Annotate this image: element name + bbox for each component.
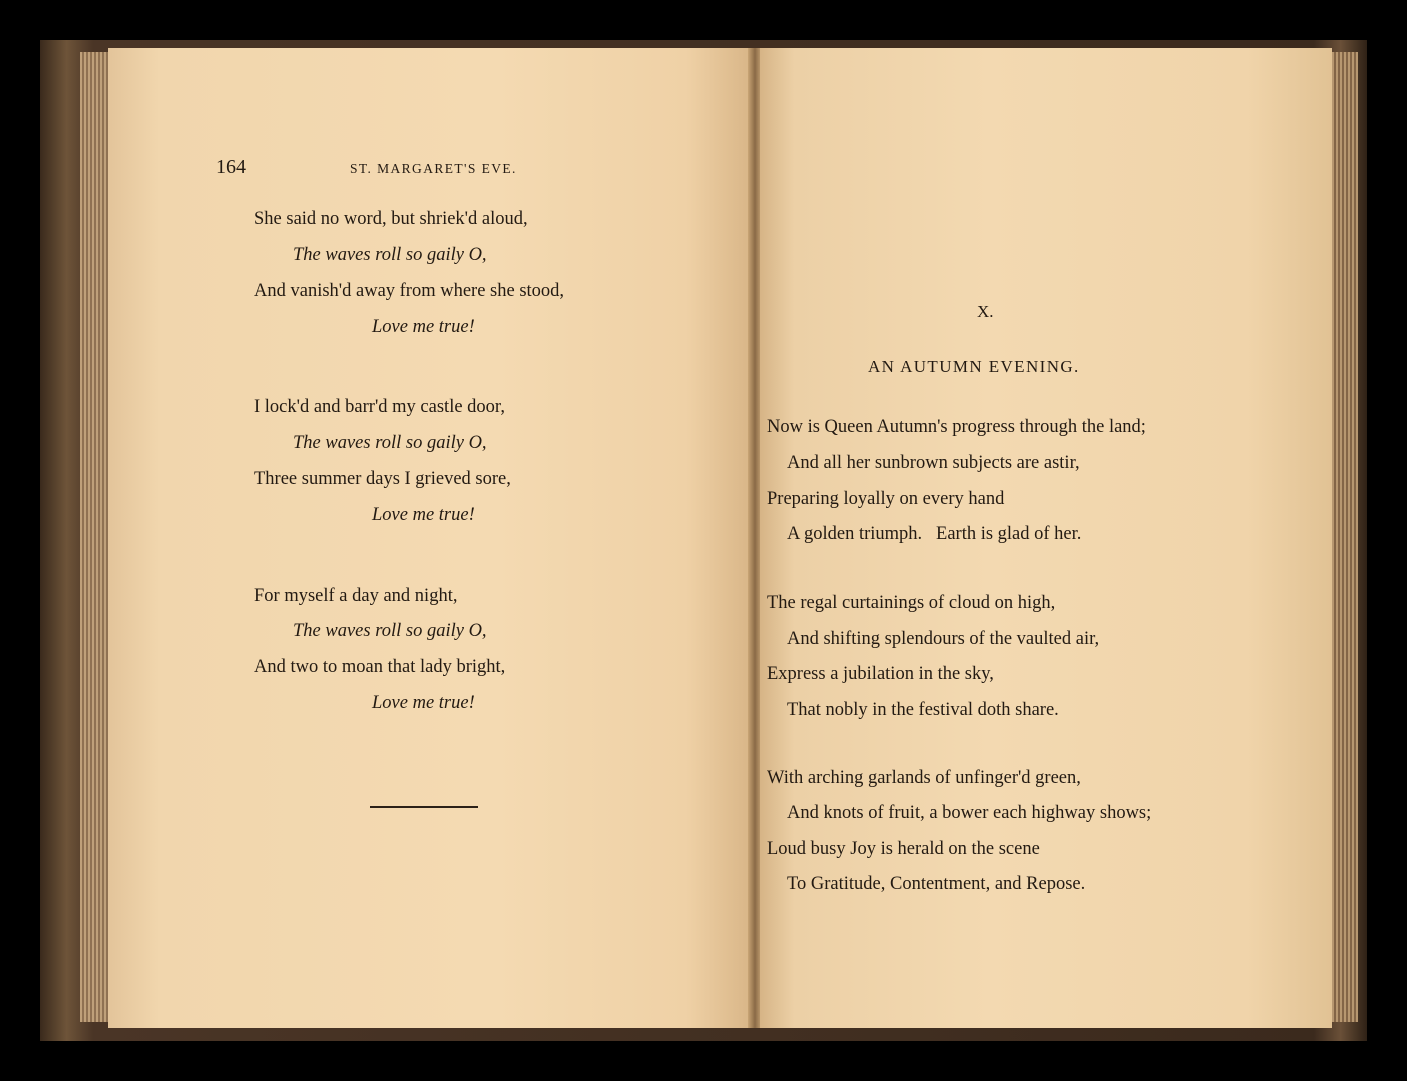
refrain-line: Love me true! [372, 693, 475, 713]
poem-line: To Gratitude, Contentment, and Repose. [787, 874, 1086, 894]
section-number: X. [977, 302, 994, 321]
poem-line: That nobly in the festival doth share. [787, 700, 1059, 720]
poem-line: And two to moan that lady bright, [254, 657, 506, 677]
left-page [108, 48, 750, 1028]
poem-line: And all her sunbrown subjects are astir, [787, 453, 1080, 473]
page-edges-left [80, 52, 108, 1022]
poem-line: And knots of fruit, a bower each highway shows; [787, 803, 1152, 823]
page-number: 164 [216, 156, 246, 178]
poem-line: The regal curtainings of cloud on high, [767, 593, 1056, 613]
refrain-line: Love me true! [372, 317, 475, 337]
poem-line: Now is Queen Autumn's progress through the land; [767, 417, 1146, 437]
end-rule [370, 806, 478, 808]
poem-line: For myself a day and night, [254, 586, 458, 606]
poem-line: Preparing loyally on every hand [767, 489, 1005, 509]
poem-title: AN AUTUMN EVENING. [868, 357, 1080, 376]
open-book [40, 40, 1367, 1041]
refrain-line: The waves roll so gaily O, [293, 621, 487, 641]
poem-line: She said no word, but shriek'd aloud, [254, 209, 528, 229]
refrain-line: Love me true! [372, 505, 475, 525]
poem-line: Express a jubilation in the sky, [767, 664, 994, 684]
poem-line: Loud busy Joy is herald on the scene [767, 839, 1040, 859]
poem-line: A golden triumph. Earth is glad of her. [787, 524, 1082, 544]
poem-line: With arching garlands of unfinger'd green, [767, 768, 1081, 788]
poem-line: And shifting splendours of the vaulted air, [787, 629, 1100, 649]
poem-line: I lock'd and barr'd my castle door, [254, 397, 505, 417]
poem-line: Three summer days I grieved sore, [254, 469, 511, 489]
refrain-line: The waves roll so gaily O, [293, 245, 487, 265]
refrain-line: The waves roll so gaily O, [293, 433, 487, 453]
page-edges-right [1332, 52, 1358, 1022]
poem-line: And vanish'd away from where she stood, [254, 281, 565, 301]
running-head: ST. MARGARET'S EVE. [350, 161, 517, 176]
